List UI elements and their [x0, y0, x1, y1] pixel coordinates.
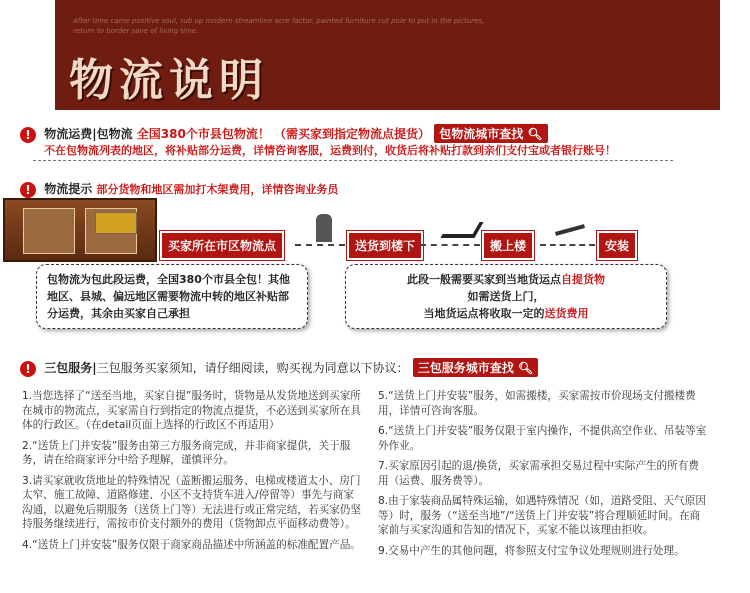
divider [33, 160, 673, 161]
flow-step-install: 安装 [597, 231, 637, 260]
alert-icon: ! [20, 182, 36, 198]
search-icon: 🔍︎ [518, 361, 534, 375]
right-box-line2: 如需送货上门， [467, 290, 545, 303]
page-title: 物流说明 [69, 55, 269, 106]
logistics-fee-heading: 物流运费|包物流 [44, 127, 133, 141]
tools-icon [555, 224, 585, 236]
left-info-box: 包物流为包此段运费，全国380个市县全包！其他地区、县城、偏远地区需要物流中转的地区补贴部分运费，其余由买家自己承担 [36, 264, 308, 329]
logistics-tip-text: 部分货物和地区需加打木架费用，详情咨询业务员 [96, 183, 339, 196]
rule-item: 8.由于家装商品属特殊运输，如遇特殊情况（如，道路受阻、天气原因等）时，服务（“送至当地”/“送货上门并安装”将合理顺延时间。在商家前与买家沟通和告知的情况下，买家不能以该理由拒收。 [378, 495, 706, 536]
logistics-city-search-label: 包物流城市查找 [439, 127, 524, 141]
rule-item: 4.“送货上门并安装”服务仅限于商家商品描述中所涵盖的标准配置产品。 [22, 538, 361, 551]
right-box-line1-red: 自提货物 [561, 273, 605, 286]
rule-item: 2.“送货上门并安装”服务由第三方服务商完成，并非商家提供，关于服务，请在给商家评分中给予理解，谨慎评分。 [22, 439, 351, 466]
warranty-city-search-label: 三包服务城市查找 [417, 361, 514, 375]
search-icon: 🔍︎ [527, 127, 543, 141]
right-box-line1: 此段一般需要买家到当地货运点 [407, 273, 561, 286]
flow-step-deliver-downstairs: 送货到楼下 [347, 231, 423, 260]
logistics-tip-row [20, 180, 338, 198]
warranty-text: 三包服务买家须知，请仔细阅读，购买视为同意以下协议： [96, 361, 409, 375]
logistics-fee-detail: 不在包物流列表的地区，将补贴部分运费，详情咨询客服，运费到付，收货后将补贴打款到亲们支付宝或者银行账号！ [44, 144, 616, 157]
right-box-line3-red: 送货费用 [544, 307, 589, 320]
alert-icon: ! [20, 361, 36, 377]
flow-arrow [420, 244, 480, 246]
logistics-city-search-button[interactable] [434, 124, 547, 143]
warranty-city-search-button[interactable] [413, 358, 538, 377]
person-icon [316, 214, 332, 242]
rules-right [378, 389, 708, 564]
rule-item: 9.交易中产生的其他问题，将参照支付宝争议处理规则进行处理。 [378, 544, 685, 557]
flow-step-carry-upstairs: 搬上楼 [482, 231, 534, 260]
truck-icon [95, 212, 137, 234]
rule-item: 6.“送货上门并安装”服务仅限于室内操作，不提供高空作业、吊装等室外作业。 [378, 425, 707, 452]
warranty-heading: 三包服务 [44, 361, 93, 375]
rules-left [22, 389, 362, 558]
flow-arrow [540, 244, 595, 246]
warranty-row: ! 三包服务|三包服务买家须知，请仔细阅读，购买视为同意以下协议： 三包服务城市查找 🔍︎ [20, 358, 538, 377]
flow-arrow [295, 244, 345, 246]
stairs-icon [440, 222, 483, 238]
flow-step-logistics-point: 买家所在市区物流点 [160, 231, 284, 260]
logistics-fee-highlight: 全国380个市县包物流！ [136, 127, 270, 141]
right-box-line3: 当地货运点将收取一定的 [423, 307, 545, 320]
rule-item: 3.请买家就收货地址的特殊情况（盖断搬运服务、电梯或楼道太小、房门太窄、施工故障、道路修建、小区不支持货车进入/停留等）事先与商家沟通，以避免后期服务（送货上门等）无法进行或正常完结，若买家仍坚持服务继续进行，需按市价支付额外的费用（货物卸点平面移动费等）。 [22, 474, 361, 530]
alert-icon: ! [20, 127, 36, 143]
logistics-fee-row [20, 124, 548, 143]
logistics-tip-heading: 物流提示 [44, 182, 93, 196]
rule-item: 7.买家原因引起的退/换货，买家需承担交易过程中实际产生的所有费用（运费、服务费等）。 [378, 460, 699, 487]
banner [55, 0, 720, 110]
right-info-box [345, 264, 667, 329]
rule-item: 1.当您选择了“送至当地，买家自提”服务时，货物是从发货地送到买家所在城市的物流点，买家需自行到指定的物流点提货，不必送到买家所在具体的行政区。（在detail页面上选择的行政区不再适用） [22, 390, 361, 431]
banner-fine-print: After time came positive soul, rub up modern streamline acre factor, painted furniture cut pole to put in the pictures, return to border save of living time. [73, 17, 485, 35]
rule-item: 5.“送货上门并安装”服务，如需搬楼，买家需按市价现场支付搬楼费用，详情可咨询客服。 [378, 390, 696, 417]
logistics-fee-note: （需买家到指定物流点提货） [274, 127, 431, 141]
